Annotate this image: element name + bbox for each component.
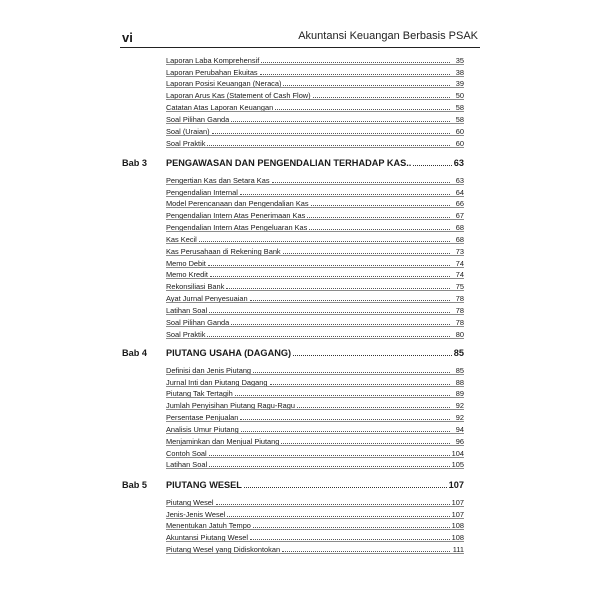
dot-leader [311,204,450,206]
toc-entry [166,197,464,209]
toc-entry-title: Soal Pilihan Ganda [166,317,230,327]
toc-entry-title: Memo Debit [166,258,206,268]
dot-leader [226,287,450,289]
toc-entry-page: 67 [455,211,464,221]
toc-entry [166,434,464,446]
toc-entry-title: Piutang Wesel yang Didiskontokan [166,545,281,555]
toc-entry-page: 94 [455,424,464,434]
dot-leader [241,430,450,432]
toc-entry [166,279,464,291]
toc-entry [166,77,464,89]
chapter-heading [122,347,464,359]
toc-entry-title: Contoh Soal [166,448,207,458]
toc-entry [166,53,464,65]
toc-entry-title: Piutang Tak Tertagih [166,389,233,399]
toc-entry [166,88,464,100]
toc-entry-page: 63 [455,175,464,185]
toc-entry-page: 105 [451,460,464,470]
toc-entry-title: Pengendalian Intern Atas Pengeluaran Kas [166,223,308,233]
running-header-title: Akuntansi Keuangan Berbasis PSAK [298,30,478,42]
dot-leader [199,240,450,242]
dot-leader [244,486,447,488]
dot-leader [240,193,450,195]
toc-entry [166,519,464,531]
dot-leader [282,550,450,552]
toc-entry-title: Soal Praktik [166,138,206,148]
chapter-label: Bab 4 [122,348,148,358]
toc-entry [166,291,464,303]
dot-leader [227,515,449,517]
toc-entry-title: Piutang Wesel [166,497,214,507]
toc-entry-page: 80 [455,329,464,339]
toc-entry [166,495,464,507]
toc-entry-title: Soal (Uraian) [166,126,210,136]
toc-entry-title: Latihan Soal [166,460,208,470]
toc-entry-title: Memo Kredit [166,270,208,280]
toc-entry-page: 78 [455,294,464,304]
toc-entry-page: 60 [455,138,464,148]
dot-leader [313,96,450,98]
toc-entry [166,363,464,375]
row-rule [166,468,464,469]
header-rule [120,47,480,48]
toc-entry-page: 58 [455,114,464,124]
dot-leader [207,144,450,146]
dot-leader [260,73,450,75]
dot-leader [208,264,450,266]
dot-leader [307,216,450,218]
toc-entry [166,112,464,124]
toc-entry [166,100,464,112]
page-number: vi [122,30,133,45]
dot-leader [212,132,450,134]
row-rule [166,147,464,148]
toc-entry-page: 35 [455,55,464,65]
toc-entry-title: Model Perencanaan dan Pengendalian Kas [166,199,309,209]
toc-entry-page: 88 [455,377,464,387]
toc-entry [166,446,464,458]
chapter-heading [122,479,464,491]
toc-entry-page: 68 [455,223,464,233]
toc-entry-title: Menentukan Jatuh Tempo [166,521,251,531]
chapter-title: PIUTANG USAHA (DAGANG) [166,348,292,358]
dot-leader [250,299,450,301]
dot-leader [240,418,450,420]
toc-entry [166,375,464,387]
toc-entry-page: 108 [451,533,464,543]
toc-entry [166,315,464,327]
dot-leader [231,120,450,122]
toc-entry [166,124,464,136]
toc-entry-page: 78 [455,317,464,327]
toc-entry-title: Catatan Atas Laporan Keuangan [166,103,274,113]
dot-leader [283,84,450,86]
toc-entry-page: 85 [455,365,464,375]
toc-entry-title: Persentase Penjualan [166,413,239,423]
dot-leader [270,383,451,385]
toc-entry-title: Laporan Posisi Keuangan (Neraca) [166,79,282,89]
dot-leader [253,371,450,373]
toc-entry-title: Laporan Perubahan Ekuitas [166,67,258,77]
toc-entry-page: 64 [455,187,464,197]
dot-leader [275,108,450,110]
toc-entry-title: Jumlah Penyisihan Piutang Ragu-Ragu [166,401,296,411]
toc-entry [166,232,464,244]
toc-entry-page: 92 [455,401,464,411]
toc-entry [166,244,464,256]
toc-entry [166,458,464,470]
dot-leader [283,252,450,254]
toc-entry-page: 78 [455,305,464,315]
toc-entry-title: Pengendalian Intern Atas Penerimaan Kas [166,211,306,221]
chapter-heading [122,157,464,169]
chapter-title: PIUTANG WESEL [166,480,242,490]
toc-entry-page: 73 [455,246,464,256]
toc-entry-page: 75 [455,282,464,292]
toc-entry [166,387,464,399]
dot-leader [216,503,450,505]
toc-entry-title: Latihan Soal [166,305,208,315]
toc-entry-title: Laporan Arus Kas (Statement of Cash Flow) [166,91,311,101]
toc-entry [166,410,464,422]
toc-entry-page: 66 [455,199,464,209]
toc-entry-title: Rekonsiliasi Bank [166,282,225,292]
row-rule [166,553,464,554]
toc-entry-title: Pengertian Kas dan Setara Kas [166,175,270,185]
toc-entry-title: Soal Pilihan Ganda [166,114,230,124]
row-rule [166,338,464,339]
toc-entry-title: Jenis-Jenis Wesel [166,509,226,519]
toc-entry-title: Definisi dan Jenis Piutang [166,365,252,375]
toc-entry [166,173,464,185]
toc-entry-page: 92 [455,413,464,423]
toc-entry-page: 68 [455,234,464,244]
dot-leader [297,406,450,408]
dot-leader [253,526,450,528]
toc-entry-page: 38 [455,67,464,77]
toc-entry-title: Ayat Jurnal Penyesuaian [166,294,248,304]
toc-entry-title: Analisis Umur Piutang [166,424,239,434]
toc-entry-title: Menjaminkan dan Menjual Piutang [166,436,280,446]
toc-entry [166,542,464,554]
toc-entry [166,208,464,220]
chapter-page: 85 [453,348,464,358]
toc-entry-title: Akuntansi Piutang Wesel [166,533,249,543]
dot-leader [261,61,450,63]
chapter-title: PENGAWASAN DAN PENGENDALIAN TERHADAP KAS.. [166,158,412,168]
toc-entry [166,507,464,519]
toc-entry-page: 107 [451,497,464,507]
toc-entry-page: 74 [455,270,464,280]
toc-entry-page: 111 [452,545,464,555]
toc-entry [166,303,464,315]
toc-entry [166,268,464,280]
toc-entry-page: 104 [451,448,464,458]
dot-leader [235,394,450,396]
toc-entry-page: 39 [455,79,464,89]
toc-entry-page: 96 [455,436,464,446]
dot-leader [309,228,450,230]
chapter-label: Bab 3 [122,158,148,168]
dot-leader [209,465,450,467]
toc-entry-title: Soal Praktik [166,329,206,339]
dot-leader [293,354,452,356]
dot-leader [210,275,450,277]
toc-entry-page: 58 [455,103,464,113]
toc-entry [166,65,464,77]
toc-entry-title: Jurnal Inti dan Piutang Dagang [166,377,268,387]
toc-entry [166,530,464,542]
toc-entry-page: 89 [455,389,464,399]
dot-leader [209,311,450,313]
toc-entry [166,256,464,268]
toc-entry [166,185,464,197]
toc-entry [166,136,464,148]
dot-leader [272,181,450,183]
toc-entry-page: 60 [455,126,464,136]
toc-entry [166,398,464,410]
toc-entry-title: Pengendalian Internal [166,187,238,197]
toc-entry [166,327,464,339]
toc-entry-page: 108 [451,521,464,531]
dot-leader [231,323,450,325]
toc-entry [166,422,464,434]
dot-leader [250,538,450,540]
toc-entry-page: 74 [455,258,464,268]
dot-leader [413,164,451,166]
toc-entry-title: Kas Perusahaan di Rekening Bank [166,246,281,256]
dot-leader [209,454,450,456]
toc-entry [166,220,464,232]
chapter-page: 107 [448,480,464,490]
toc-entry-title: Laporan Laba Komprehensif [166,55,260,65]
dot-leader [281,442,450,444]
dot-leader [207,335,450,337]
chapter-page: 63 [453,158,464,168]
toc-entry-title: Kas Kecil [166,234,197,244]
toc-entry-page: 50 [455,91,464,101]
toc-entry-page: 107 [451,509,464,519]
chapter-label: Bab 5 [122,480,148,490]
